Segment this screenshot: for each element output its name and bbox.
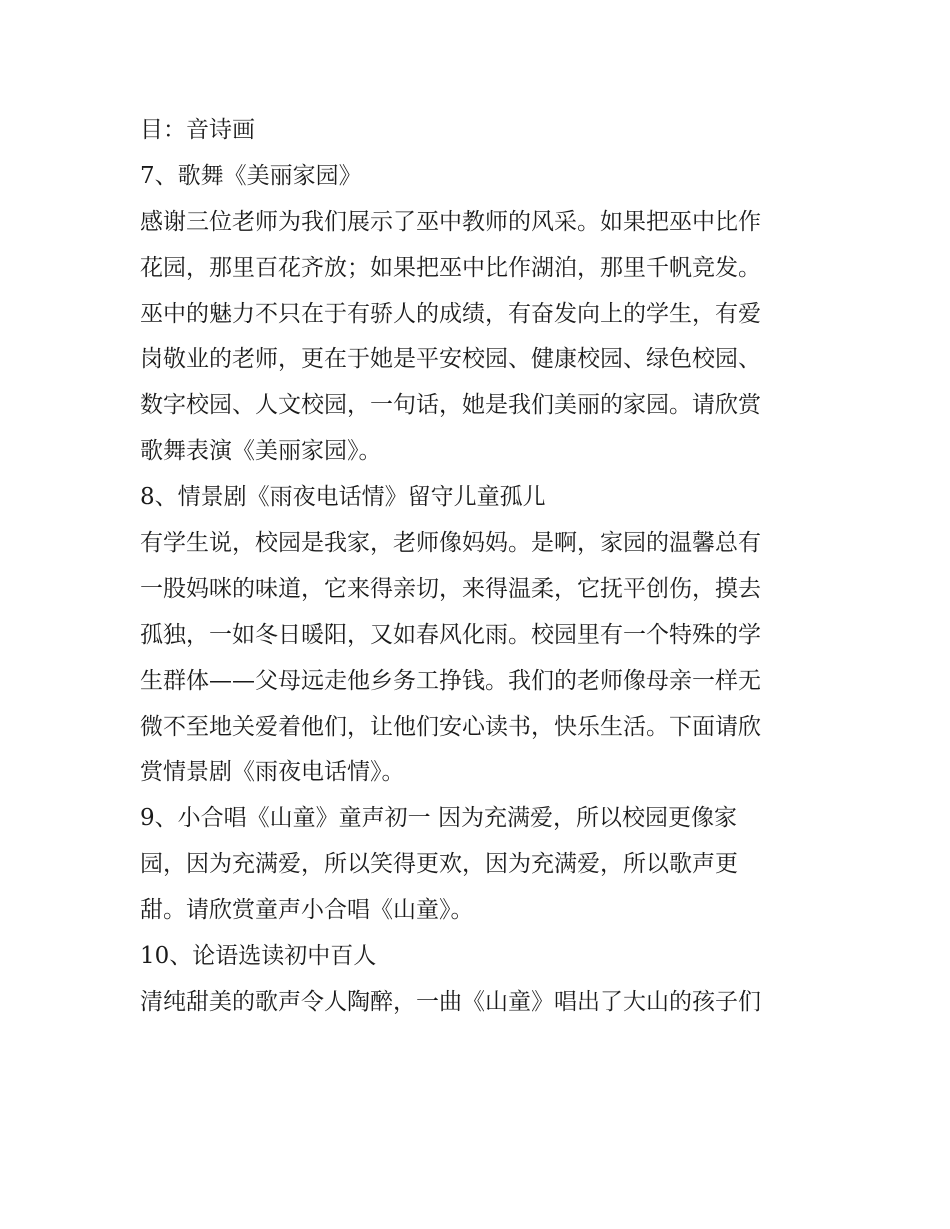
paragraph-line: 甜。请欣赏童声小合唱《山童》。 [140, 897, 474, 924]
paragraph-line: 一股妈咪的味道，它来得亲切，来得温柔，它抚平创伤，摸去 [140, 575, 761, 602]
paragraph-line: 岗敬业的老师，更在于她是平安校园、健康校园、绿色校园、 [140, 346, 761, 373]
paragraph-line: 清纯甜美的歌声令人陶醉，一曲《山童》唱出了大山的孩子们 [140, 988, 761, 1015]
paragraph-line: 园，因为充满爱，所以笑得更欢，因为充满爱，所以歌声更 [140, 851, 738, 878]
heading-item-8: 8、情景剧《雨夜电话情》留守儿童孤儿 [140, 484, 546, 511]
paragraph-line: 微不至地关爱着他们，让他们安心读书，快乐生活。下面请欣 [140, 713, 761, 740]
paragraph-line: 孤独，一如冬日暖阳，又如春风化雨。校园里有一个特殊的学 [140, 621, 761, 648]
paragraph-line: 有学生说，校园是我家，老师像妈妈。是啊，家园的温馨总有 [140, 530, 761, 557]
paragraph-line: 花园，那里百花齐放；如果把巫中比作湖泊，那里千帆竞发。 [140, 254, 761, 281]
paragraph-line: 感谢三位老师为我们展示了巫中教师的风采。如果把巫中比作 [140, 208, 761, 235]
paragraph-line: 数字校园、人文校园，一句话，她是我们美丽的家园。请欣赏 [140, 392, 761, 419]
paragraph-line: 巫中的魅力不只在于有骄人的成绩，有奋发向上的学生，有爱 [140, 300, 761, 327]
heading-item-7: 7、歌舞《美丽家园》 [140, 162, 362, 189]
paragraph-line: 歌舞表演《美丽家园》。 [140, 438, 382, 465]
paragraph-line: 生群体——父母远走他乡务工挣钱。我们的老师像母亲一样无 [140, 667, 761, 694]
text-line-program-title: 目：音诗画 [140, 117, 255, 143]
heading-item-10: 10、论语选读初中百人 [140, 943, 377, 970]
paragraph-line: 赏情景剧《雨夜电话情》。 [140, 759, 405, 786]
heading-item-9: 9、小合唱《山童》童声初一 因为充满爱，所以校园更像家 [140, 805, 737, 832]
document-body [140, 108, 820, 1026]
